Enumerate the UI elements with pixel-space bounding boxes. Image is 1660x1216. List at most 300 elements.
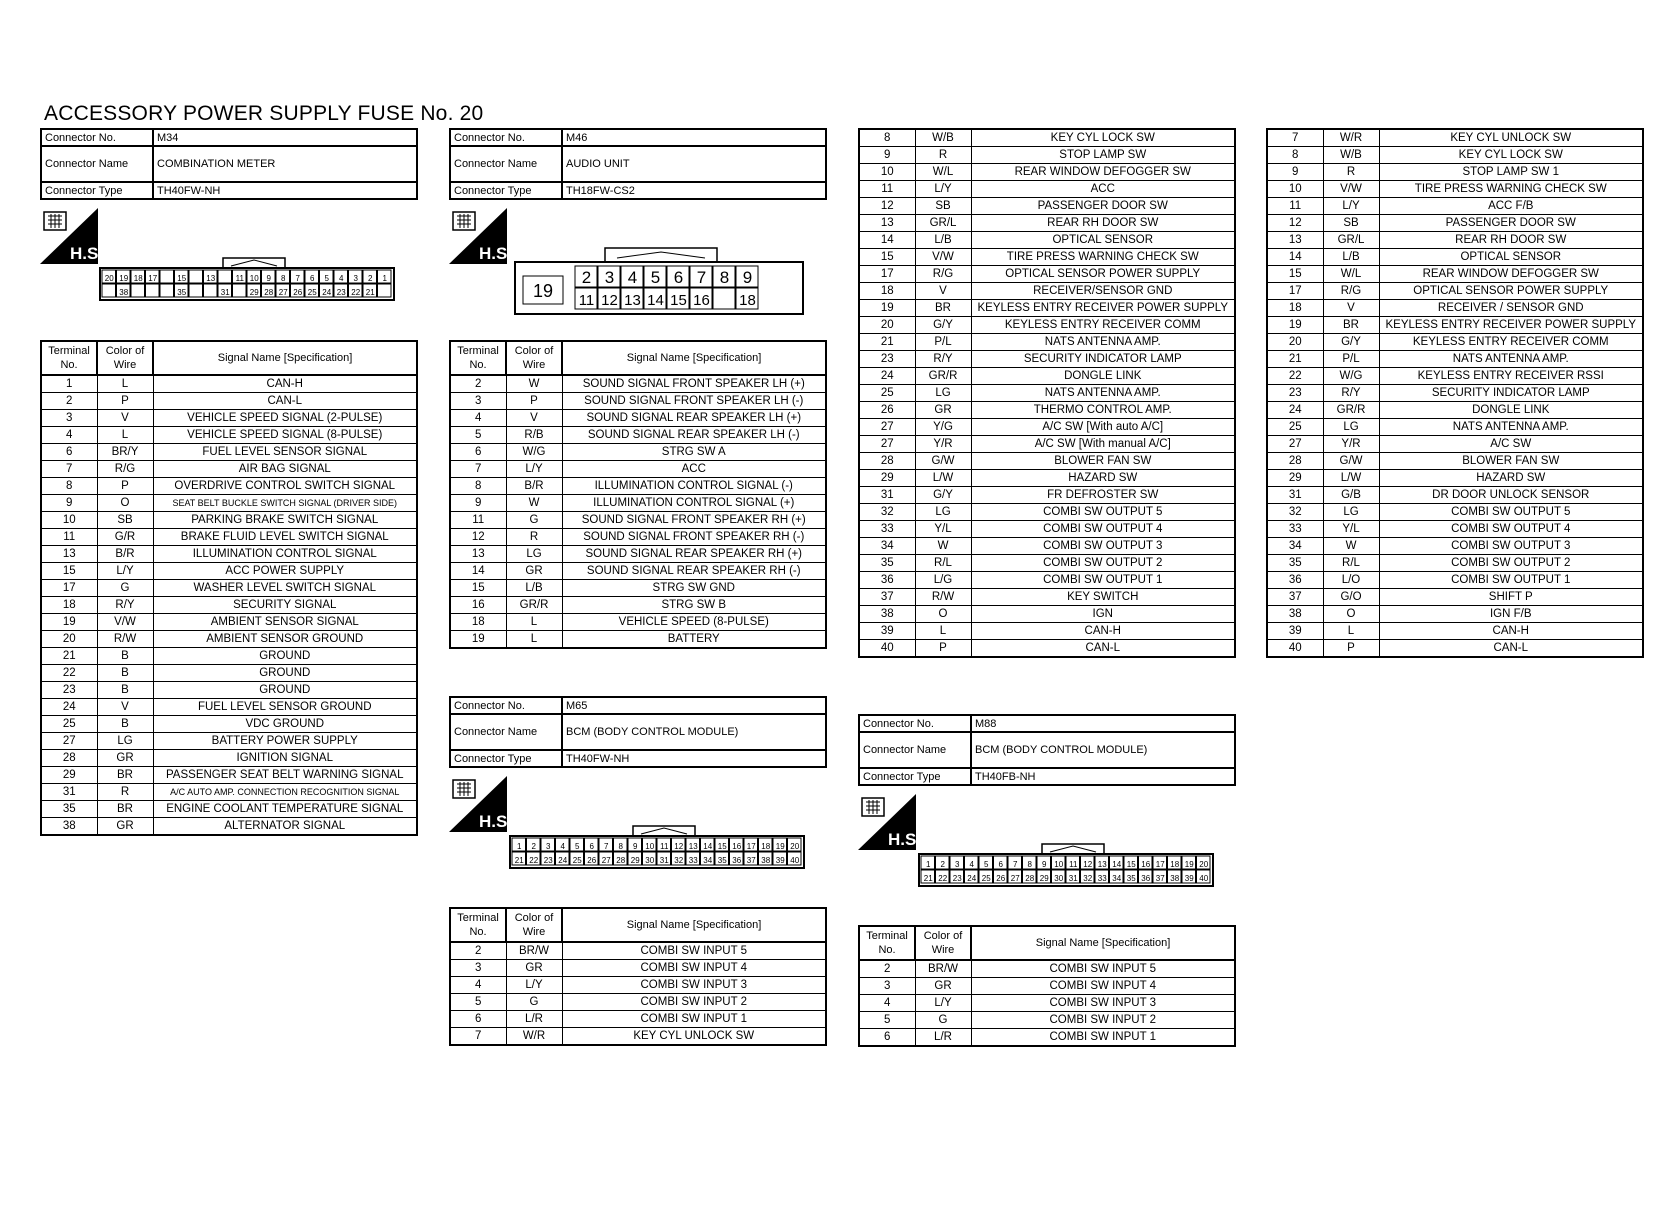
terminal-no: 26: [859, 402, 915, 419]
terminal-no: 10: [41, 512, 97, 529]
header-signal: Signal Name [Specification]: [153, 341, 417, 375]
header-color: Color of Wire: [506, 908, 562, 942]
pin-number: 22: [938, 874, 948, 883]
pin-row: [859, 521, 1235, 538]
pin-row: [859, 487, 1235, 504]
pin-number: 35: [1126, 874, 1136, 883]
signal-name: DR DOOR UNLOCK SENSOR: [1379, 487, 1643, 504]
wire-color: BR: [97, 767, 153, 784]
terminal-no: 20: [859, 317, 915, 334]
pin-row: [450, 410, 826, 427]
wire-color: V: [1323, 300, 1379, 317]
connector-info-m46: [449, 128, 827, 200]
pin-number: 24: [967, 874, 977, 883]
terminal-no: 8: [1267, 147, 1323, 164]
connector-type-value: TH40FB-NH: [971, 768, 1235, 785]
signal-name: ACC F/B: [1379, 198, 1643, 215]
pin-row: [1267, 215, 1643, 232]
signal-name: SECURITY INDICATOR LAMP: [1379, 385, 1643, 402]
wire-color: Y/L: [915, 521, 971, 538]
terminal-no: 4: [41, 427, 97, 444]
terminal-no: 18: [41, 597, 97, 614]
pin-number: 11: [1069, 860, 1078, 869]
terminal-no: 40: [1267, 640, 1323, 658]
pin-number: 15: [1126, 860, 1136, 869]
wire-color: R: [506, 529, 562, 546]
signal-name: GROUND: [153, 648, 417, 665]
pin-row: [859, 470, 1235, 487]
pin-row: [1267, 232, 1643, 249]
signal-name: ENGINE COOLANT TEMPERATURE SIGNAL: [153, 801, 417, 818]
wire-color: W/R: [1323, 129, 1379, 147]
terminal-no: 19: [41, 614, 97, 631]
pin-number: 36: [1141, 874, 1151, 883]
pin-number: 11: [235, 274, 244, 283]
pin-number: 15: [177, 274, 187, 283]
pin-row: [450, 478, 826, 495]
signal-name: VEHICLE SPEED SIGNAL (2-PULSE): [153, 410, 417, 427]
wire-color: GR: [506, 563, 562, 580]
terminal-no: 38: [859, 606, 915, 623]
connector-no-label: Connector No.: [859, 715, 971, 732]
pin-number: 36: [732, 856, 742, 865]
pin-number: 12: [1083, 860, 1093, 869]
pin-number: 33: [688, 856, 698, 865]
pin-number: 19: [532, 281, 554, 301]
pin-row: [859, 453, 1235, 470]
wire-color: GR: [506, 960, 562, 977]
pin-number: 37: [746, 856, 756, 865]
terminal-no: 4: [859, 995, 915, 1012]
pin-number: 1: [517, 842, 522, 851]
terminal-no: 15: [859, 249, 915, 266]
wire-color: L: [1323, 623, 1379, 640]
terminal-no: 14: [1267, 249, 1323, 266]
connector-info-m34: [40, 128, 418, 200]
signal-name: A/C AUTO AMP. CONNECTION RECOGNITION SIGNAL: [153, 784, 417, 801]
pin-number: 31: [220, 288, 230, 297]
pin-row: [859, 623, 1235, 640]
pin-row: [1267, 436, 1643, 453]
wire-color: R/B: [506, 427, 562, 444]
connector-face-m88: [917, 836, 1217, 888]
connector-latch: [641, 828, 687, 834]
pin-row: [41, 631, 417, 648]
terminal-no: 23: [859, 351, 915, 368]
header-terminal: Terminal No.: [859, 926, 915, 960]
terminal-no: 19: [450, 631, 506, 649]
pin-row: [1267, 317, 1643, 334]
terminal-no: 33: [1267, 521, 1323, 538]
pin-row: [41, 716, 417, 733]
signal-name: DONGLE LINK: [1379, 402, 1643, 419]
signal-name: NATS ANTENNA AMP.: [971, 334, 1235, 351]
pin-number: 29: [1039, 874, 1049, 883]
pin-row: [859, 368, 1235, 385]
wire-color: V/W: [97, 614, 153, 631]
signal-name: A/C SW: [1379, 436, 1643, 453]
wire-color: G/O: [1323, 589, 1379, 606]
terminal-no: 8: [450, 478, 506, 495]
wire-color: B: [97, 716, 153, 733]
terminal-no: 27: [859, 419, 915, 436]
terminal-no: 34: [1267, 538, 1323, 555]
pin-number: 3: [604, 268, 615, 287]
pin-number: 14: [647, 292, 664, 309]
pin-row: [41, 750, 417, 767]
pin-number: 1: [926, 860, 931, 869]
pin-number: 13: [688, 842, 698, 851]
pin-number: 8: [1027, 860, 1032, 869]
wire-color: R/Y: [1323, 385, 1379, 402]
pin-number: 12: [674, 842, 684, 851]
pin-number: 12: [601, 292, 618, 309]
signal-name: AMBIENT SENSOR SIGNAL: [153, 614, 417, 631]
pin-number: 20: [790, 842, 800, 851]
terminal-no: 10: [859, 164, 915, 181]
pin-cavity: [146, 284, 160, 297]
pin-number: 18: [739, 292, 756, 309]
hs-harness-side-icon: [449, 208, 513, 264]
wire-color: L/Y: [915, 995, 971, 1012]
pin-number: 21: [923, 874, 933, 883]
pin-row: [450, 375, 826, 393]
pin-number: 7: [295, 274, 300, 283]
hs-harness-side-icon: [40, 208, 104, 264]
signal-name: KEYLESS ENTRY RECEIVER COMM: [971, 317, 1235, 334]
pin-row: [450, 977, 826, 994]
pin-row: [1267, 351, 1643, 368]
pin-row: [450, 1028, 826, 1046]
signal-name: COMBI SW INPUT 1: [971, 1029, 1235, 1047]
signal-name: OVERDRIVE CONTROL SWITCH SIGNAL: [153, 478, 417, 495]
pin-number: 32: [1083, 874, 1093, 883]
wire-color: Y/L: [1323, 521, 1379, 538]
wire-color: P/L: [1323, 351, 1379, 368]
pin-row: [859, 1012, 1235, 1029]
pin-row: [450, 495, 826, 512]
wire-color: L/R: [506, 1011, 562, 1028]
pin-number: 1: [382, 274, 387, 283]
wire-color: G/Y: [915, 317, 971, 334]
pin-number: 3: [955, 860, 960, 869]
terminal-no: 36: [1267, 572, 1323, 589]
pin-number: 7: [696, 268, 707, 287]
wire-color: G/Y: [1323, 334, 1379, 351]
signal-name: SECURITY SIGNAL: [153, 597, 417, 614]
pin-row: [1267, 249, 1643, 266]
wire-color: GR/L: [1323, 232, 1379, 249]
pin-number: 38: [119, 288, 129, 297]
wire-color: B/R: [506, 478, 562, 495]
pin-row: [859, 606, 1235, 623]
wire-color: SB: [97, 512, 153, 529]
wire-color: R: [97, 784, 153, 801]
pin-number: 21: [514, 856, 524, 865]
wire-color: R/W: [915, 589, 971, 606]
terminal-no: 8: [41, 478, 97, 495]
pin-number: 2: [581, 268, 592, 287]
pin-number: 37: [1155, 874, 1165, 883]
pin-number: 24: [558, 856, 568, 865]
pin-row: [41, 580, 417, 597]
pin-number: 35: [717, 856, 727, 865]
wire-color: V: [97, 699, 153, 716]
pin-number: 8: [719, 268, 730, 287]
wire-color: W/L: [915, 164, 971, 181]
pin-row: [1267, 606, 1643, 623]
pin-number: 21: [365, 288, 375, 297]
pin-number: 19: [119, 274, 129, 283]
signal-name: BATTERY POWER SUPPLY: [153, 733, 417, 750]
signal-name: CAN-H: [153, 375, 417, 393]
pin-row: [450, 994, 826, 1011]
pin-row: [41, 699, 417, 716]
hs-label: H.S.: [888, 830, 922, 849]
pin-number: 30: [1054, 874, 1064, 883]
pin-number: 7: [1013, 860, 1018, 869]
signal-name: OPTICAL SENSOR: [1379, 249, 1643, 266]
connector-type-value: TH40FW-NH: [153, 182, 417, 199]
connector-no-value: M88: [971, 715, 1235, 732]
wire-color: P: [97, 478, 153, 495]
pin-row: [859, 538, 1235, 555]
signal-name: SOUND SIGNAL REAR SPEAKER RH (+): [562, 546, 826, 563]
wire-color: LG: [915, 385, 971, 402]
connector-name-value: BCM (BODY CONTROL MODULE): [562, 714, 826, 750]
wire-color: O: [97, 495, 153, 512]
pin-row: [450, 427, 826, 444]
pin-row: [1267, 181, 1643, 198]
pin-number: 6: [310, 274, 315, 283]
hs-label: H.S.: [70, 244, 104, 263]
signal-name: CAN-L: [971, 640, 1235, 658]
terminal-no: 22: [41, 665, 97, 682]
pin-number: 15: [670, 292, 687, 309]
terminal-no: 8: [859, 129, 915, 147]
signal-name: OPTICAL SENSOR POWER SUPPLY: [1379, 283, 1643, 300]
terminal-no: 31: [41, 784, 97, 801]
signal-name: A/C SW [With auto A/C]: [971, 419, 1235, 436]
terminal-no: 11: [450, 512, 506, 529]
wire-color: P: [915, 640, 971, 658]
terminal-no: 10: [1267, 181, 1323, 198]
pin-number: 33: [1097, 874, 1107, 883]
pin-row: [1267, 164, 1643, 181]
terminal-no: 27: [859, 436, 915, 453]
terminal-no: 29: [41, 767, 97, 784]
pin-number: 23: [952, 874, 962, 883]
terminal-no: 3: [450, 393, 506, 410]
pin-number: 26: [587, 856, 597, 865]
terminal-no: 21: [1267, 351, 1323, 368]
signal-name: COMBI SW INPUT 5: [562, 942, 826, 960]
connector-name-label: Connector Name: [450, 146, 562, 182]
pin-number: 11: [660, 842, 669, 851]
header-signal: Signal Name [Specification]: [562, 341, 826, 375]
pin-number: 10: [249, 274, 259, 283]
pin-number: 25: [307, 288, 317, 297]
terminal-no: 11: [41, 529, 97, 546]
terminal-no: 37: [859, 589, 915, 606]
connector-latch: [605, 248, 717, 262]
pin-cavity: [204, 284, 218, 297]
connector-type-label: Connector Type: [41, 182, 153, 199]
terminal-no: 20: [1267, 334, 1323, 351]
wire-color: R/G: [97, 461, 153, 478]
signal-name: GROUND: [153, 665, 417, 682]
header-color: Color of Wire: [506, 341, 562, 375]
wire-color: LG: [1323, 504, 1379, 521]
pin-table-m34: [40, 340, 418, 836]
wire-color: W/B: [915, 129, 971, 147]
pin-row: [1267, 640, 1643, 658]
wire-color: G: [915, 1012, 971, 1029]
pin-row: [41, 614, 417, 631]
terminal-no: 12: [1267, 215, 1323, 232]
terminal-no: 28: [41, 750, 97, 767]
wire-color: W/G: [506, 444, 562, 461]
terminal-no: 14: [859, 232, 915, 249]
pin-row: [859, 232, 1235, 249]
signal-name: CAN-H: [971, 623, 1235, 640]
wire-color: G/W: [915, 453, 971, 470]
terminal-no: 15: [450, 580, 506, 597]
wire-color: P: [506, 393, 562, 410]
pin-number: 9: [742, 268, 753, 287]
wire-color: GR: [915, 402, 971, 419]
wire-color: L/Y: [97, 563, 153, 580]
terminal-no: 6: [859, 1029, 915, 1047]
pin-row: [859, 995, 1235, 1012]
wire-color: LG: [1323, 419, 1379, 436]
wire-color: B: [97, 665, 153, 682]
signal-name: KEY CYL LOCK SW: [971, 129, 1235, 147]
signal-name: STRG SW B: [562, 597, 826, 614]
wire-color: BR: [1323, 317, 1379, 334]
wire-color: LG: [97, 733, 153, 750]
terminal-no: 27: [41, 733, 97, 750]
pin-number: 9: [266, 274, 271, 283]
pin-row: [1267, 623, 1643, 640]
terminal-no: 22: [1267, 368, 1323, 385]
terminal-no: 2: [450, 375, 506, 393]
pin-number: 28: [616, 856, 626, 865]
wire-color: G/Y: [915, 487, 971, 504]
pin-row: [41, 801, 417, 818]
terminal-no: 17: [41, 580, 97, 597]
wire-color: G/R: [97, 529, 153, 546]
signal-name: COMBI SW INPUT 3: [971, 995, 1235, 1012]
terminal-no: 15: [1267, 266, 1323, 283]
signal-name: COMBI SW INPUT 3: [562, 977, 826, 994]
header-signal: Signal Name [Specification]: [971, 926, 1235, 960]
pin-table-m88-continued: [1266, 128, 1644, 658]
pin-number: 26: [293, 288, 303, 297]
wire-color: GR/L: [915, 215, 971, 232]
terminal-no: 35: [41, 801, 97, 818]
hs-label: H.S.: [479, 812, 513, 831]
terminal-no: 39: [859, 623, 915, 640]
wire-color: W: [506, 375, 562, 393]
signal-name: COMBI SW OUTPUT 5: [971, 504, 1235, 521]
signal-name: IGN F/B: [1379, 606, 1643, 623]
wire-color: V/W: [915, 249, 971, 266]
pin-row: [41, 665, 417, 682]
wire-color: GR/R: [915, 368, 971, 385]
hs-label: H.S.: [479, 244, 513, 263]
signal-name: COMBI SW OUTPUT 4: [971, 521, 1235, 538]
terminal-no: 18: [1267, 300, 1323, 317]
terminal-no: 25: [1267, 419, 1323, 436]
signal-name: VEHICLE SPEED SIGNAL (8-PULSE): [153, 427, 417, 444]
pin-row: [859, 334, 1235, 351]
page-title: ACCESSORY POWER SUPPLY FUSE No. 20: [44, 102, 484, 125]
pin-row: [450, 444, 826, 461]
wire-color: W/G: [1323, 368, 1379, 385]
signal-name: KEY SWITCH: [971, 589, 1235, 606]
pin-number: 2: [531, 842, 536, 851]
signal-name: STRG SW A: [562, 444, 826, 461]
header-terminal: Terminal No.: [450, 341, 506, 375]
wire-color: P: [1323, 640, 1379, 658]
wire-color: L: [506, 631, 562, 649]
wire-color: LG: [506, 546, 562, 563]
pin-number: 27: [278, 288, 288, 297]
terminal-no: 28: [1267, 453, 1323, 470]
signal-name: SOUND SIGNAL FRONT SPEAKER LH (-): [562, 393, 826, 410]
wire-color: GR/R: [506, 597, 562, 614]
wire-color: L/R: [915, 1029, 971, 1047]
wire-color: V: [915, 283, 971, 300]
wire-color: B: [97, 682, 153, 699]
terminal-no: 38: [1267, 606, 1323, 623]
signal-name: COMBI SW INPUT 5: [971, 960, 1235, 978]
wire-color: R/Y: [97, 597, 153, 614]
terminal-no: 11: [1267, 198, 1323, 215]
signal-name: REAR WINDOW DEFOGGER SW: [971, 164, 1235, 181]
wire-color: R/G: [915, 266, 971, 283]
terminal-no: 2: [450, 942, 506, 960]
wire-color: R/L: [1323, 555, 1379, 572]
terminal-no: 5: [450, 994, 506, 1011]
pin-row: [41, 410, 417, 427]
signal-name: ILLUMINATION CONTROL SIGNAL (-): [562, 478, 826, 495]
pin-row: [41, 648, 417, 665]
pin-number: 5: [575, 842, 580, 851]
pin-number: 34: [703, 856, 713, 865]
pin-row: [1267, 129, 1643, 147]
wire-color: W/B: [1323, 147, 1379, 164]
pin-number: 8: [281, 274, 286, 283]
pin-number: 25: [572, 856, 582, 865]
wire-color: O: [1323, 606, 1379, 623]
signal-name: BRAKE FLUID LEVEL SWITCH SIGNAL: [153, 529, 417, 546]
pin-number: 35: [177, 288, 187, 297]
pin-number: 9: [633, 842, 638, 851]
signal-name: SOUND SIGNAL REAR SPEAKER LH (+): [562, 410, 826, 427]
signal-name: HAZARD SW: [971, 470, 1235, 487]
signal-name: A/C SW [With manual A/C]: [971, 436, 1235, 453]
pin-cavity: [713, 288, 735, 309]
pin-row: [41, 512, 417, 529]
pin-number: 5: [984, 860, 989, 869]
pin-number: 4: [969, 860, 974, 869]
terminal-no: 38: [41, 818, 97, 836]
signal-name: COMBI SW OUTPUT 2: [971, 555, 1235, 572]
pin-cavity: [131, 284, 145, 297]
wire-color: W: [915, 538, 971, 555]
